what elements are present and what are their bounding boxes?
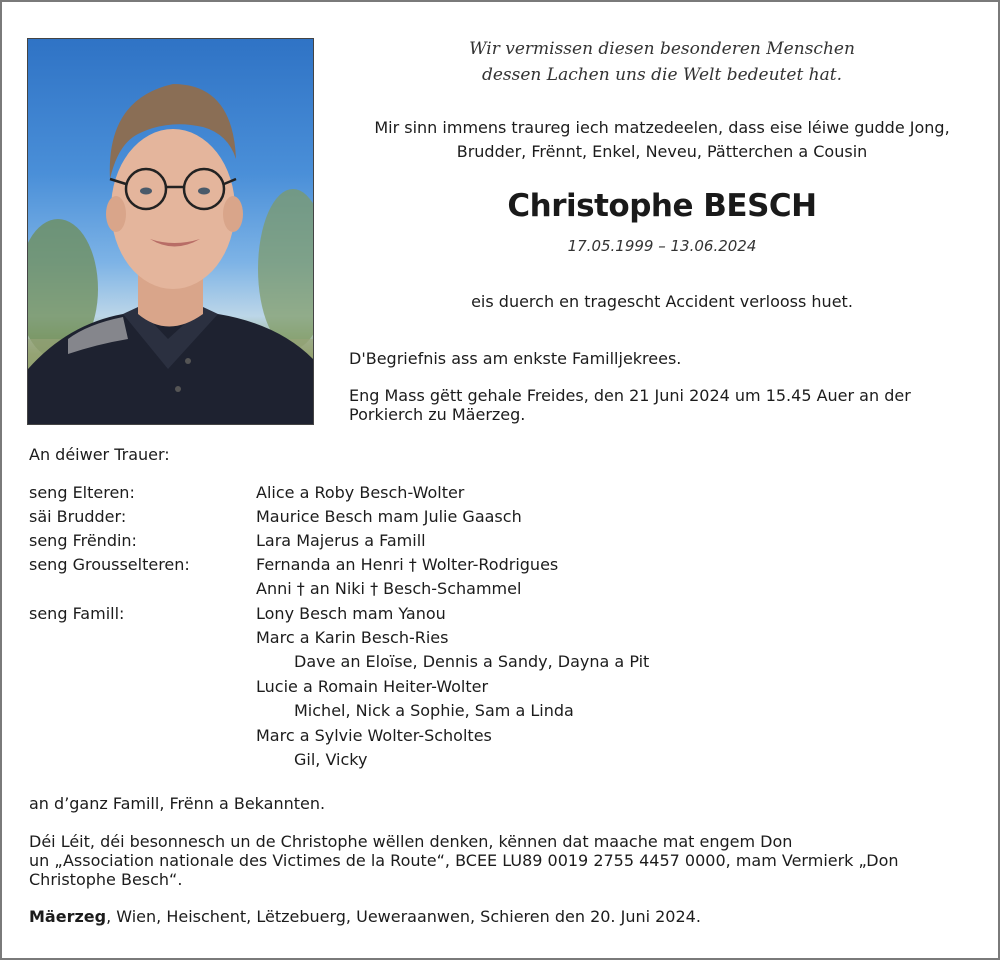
portrait-photo bbox=[27, 38, 314, 425]
portrait-illustration bbox=[28, 39, 313, 424]
deceased-name: Christophe BESCH bbox=[507, 188, 817, 224]
mourner-value: Marc a Karin Besch-Ries bbox=[256, 628, 449, 647]
intro-line-1: Mir sinn immens traureg iech matzedeelen, dass eise léiwe gudde Jong, bbox=[374, 118, 950, 137]
mourner-label: seng Grousselteren: bbox=[29, 555, 190, 574]
mourners-heading: An déiwer Trauer: bbox=[29, 445, 170, 464]
quote-line-1: Wir vermissen diesen besonderen Menschen bbox=[469, 39, 855, 59]
donation-line-1: Déi Léit, déi besonnesch un de Christophe wëllen denken, kënnen dat maache mat engem Don bbox=[29, 832, 793, 851]
burial-text: D'Begriefnis ass am enkste Familljekrees. bbox=[349, 349, 682, 368]
mourner-value: Maurice Besch mam Julie Gaasch bbox=[256, 507, 522, 526]
mourner-value: Anni † an Niki † Besch-Schammel bbox=[256, 579, 522, 598]
mourner-value: Michel, Nick a Sophie, Sam a Linda bbox=[294, 701, 574, 720]
place-list: , Wien, Heischent, Lëtzebuerg, Ueweraanwen, Schieren den 20. Juni 2024. bbox=[106, 907, 701, 926]
donation-text bbox=[29, 832, 972, 889]
mourner-value: Marc a Sylvie Wolter-Scholtes bbox=[256, 726, 492, 745]
mourner-value: Fernanda an Henri † Wolter-Rodrigues bbox=[256, 555, 559, 574]
extended-family-text: an d’ganz Famill, Frënn a Bekannten. bbox=[29, 794, 326, 813]
mourner-label: seng Elteren: bbox=[29, 483, 135, 502]
mourner-label: seng Frëndin: bbox=[29, 531, 137, 550]
life-dates: 17.05.1999 – 13.06.2024 bbox=[567, 237, 757, 255]
mourner-value: Lucie a Romain Heiter-Wolter bbox=[256, 677, 489, 696]
mass-line-1: Eng Mass gëtt gehale Freides, den 21 Juni 2024 um 15.45 Auer an der bbox=[349, 386, 911, 405]
intro-line-2: Brudder, Frënnt, Enkel, Neveu, Pätterchen a Cousin bbox=[456, 142, 868, 161]
mourner-value: Gil, Vicky bbox=[294, 750, 368, 769]
mourner-value: Lony Besch mam Yanou bbox=[256, 604, 446, 623]
mourner-label: seng Famill: bbox=[29, 604, 125, 623]
cause-text: eis duerch en tragescht Accident verlooss huet. bbox=[471, 292, 853, 311]
place-name: Mäerzeg bbox=[29, 907, 107, 926]
mourner-label: säi Brudder: bbox=[29, 507, 127, 526]
mass-line-2: Porkierch zu Mäerzeg. bbox=[349, 405, 526, 424]
mourner-value: Alice a Roby Besch-Wolter bbox=[256, 483, 465, 502]
mourner-value: Dave an Eloïse, Dennis a Sandy, Dayna a Pit bbox=[294, 652, 650, 671]
donation-line-3: Christophe Besch“. bbox=[29, 870, 183, 889]
quote-line-2: dessen Lachen uns die Welt bedeutet hat. bbox=[481, 65, 843, 85]
mourner-value: Lara Majerus a Famill bbox=[256, 531, 426, 550]
donation-line-2: un „Association nationale des Victimes de la Route“, BCEE LU89 0019 2755 4457 0000, mam Vermierk „Don bbox=[29, 851, 899, 870]
mass-text bbox=[349, 386, 969, 424]
place-date-line bbox=[29, 907, 701, 926]
